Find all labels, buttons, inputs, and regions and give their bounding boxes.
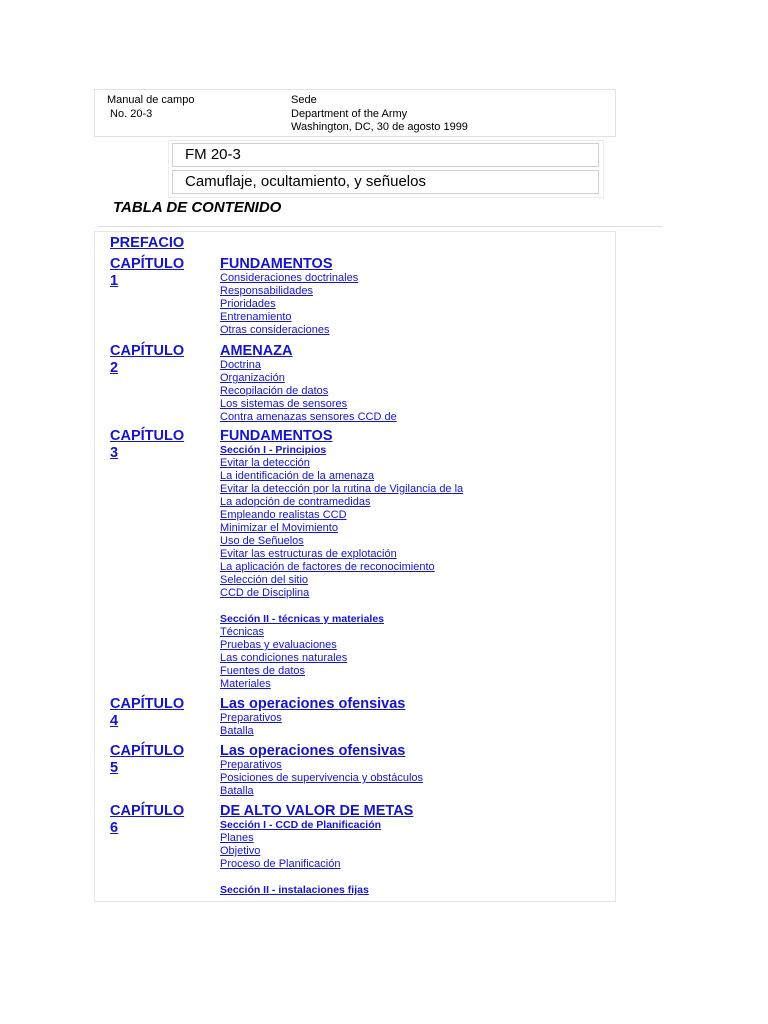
toc-item-link[interactable]: Evitar la detección por la rutina de Vigilancia de la — [220, 483, 464, 495]
chapter-title-link[interactable]: Las operaciones ofensivas — [220, 743, 406, 759]
toc-item-link[interactable]: Recopilación de datos — [220, 385, 329, 397]
section-heading-link[interactable]: Sección I - Principios — [220, 444, 327, 456]
toc-item-link[interactable]: Fuentes de datos — [220, 665, 306, 677]
toc-item-link[interactable]: CCD de Disciplina — [220, 587, 310, 599]
chapter-label-5 — [110, 743, 200, 777]
toc-item-link[interactable]: Empleando realistas CCD — [220, 509, 347, 521]
toc-item-link[interactable]: Responsabilidades — [220, 285, 313, 297]
issuer-line: Sede — [291, 94, 317, 106]
toc-item-link[interactable]: Uso de Señuelos — [220, 535, 304, 547]
toc-item-link[interactable]: Pruebas y evaluaciones — [220, 639, 337, 651]
chapter-link[interactable]: CAPÍTULO — [110, 743, 185, 759]
toc-item-link[interactable]: Contra amenazas sensores CCD de — [220, 411, 397, 423]
toc-prefacio — [110, 235, 200, 252]
chapter-item-list — [220, 272, 610, 337]
chapter-label-1 — [110, 256, 200, 290]
chapter-label-2 — [110, 343, 200, 377]
chapter-number-link[interactable]: 5 — [110, 760, 119, 776]
toc-item-link[interactable]: Preparativos — [220, 712, 282, 724]
toc-item-link[interactable]: Proceso de Planificación — [220, 858, 341, 870]
chapter-section-5 — [220, 743, 610, 798]
divider — [98, 226, 662, 227]
toc-item-link[interactable]: Entrenamiento — [220, 311, 292, 323]
chapter-item-list — [220, 359, 610, 424]
toc-item-link[interactable]: Batalla — [220, 785, 254, 797]
chapter-item-list — [220, 444, 610, 691]
chapter-link[interactable]: CAPÍTULO — [110, 803, 185, 819]
chapter-link[interactable]: CAPÍTULO — [110, 428, 185, 444]
chapter-link[interactable]: CAPÍTULO — [110, 696, 185, 712]
issuer-line: Department of the Army — [291, 107, 408, 120]
chapter-label-3 — [110, 428, 200, 462]
toc-item-link[interactable]: La identificación de la amenaza — [220, 470, 375, 482]
chapter-link[interactable]: CAPÍTULO — [110, 343, 185, 359]
chapter-item-list — [220, 712, 610, 738]
section-heading-link[interactable]: Sección I - CCD de Planificación — [220, 819, 382, 831]
toc-heading: TABLA DE CONTENIDO — [113, 199, 282, 216]
chapter-number-link[interactable]: 3 — [110, 445, 119, 461]
toc-item-link[interactable]: Objetivo — [220, 845, 261, 857]
prefacio-link[interactable]: PREFACIO — [110, 235, 185, 251]
chapter-number-link[interactable]: 2 — [110, 360, 119, 376]
toc-item-link[interactable]: Los sistemas de sensores — [220, 398, 348, 410]
chapter-section-4 — [220, 696, 610, 738]
toc-item-link[interactable]: Otras consideraciones — [220, 324, 330, 336]
issuer-info — [291, 94, 468, 135]
toc-item-link[interactable]: Técnicas — [220, 626, 265, 638]
issuer-date: Washington, DC, 30 de agosto 1999 — [291, 121, 468, 133]
chapter-link[interactable]: CAPÍTULO — [110, 256, 185, 272]
section-heading-link[interactable]: Sección II - instalaciones fijas — [220, 884, 369, 896]
toc-item-link[interactable]: La adopción de contramedidas — [220, 496, 371, 508]
toc-item-link[interactable]: Preparativos — [220, 759, 282, 771]
manual-info — [107, 94, 194, 121]
toc-item-link[interactable]: Doctrina — [220, 359, 261, 371]
page-title: Camuflaje, ocultamiento, y señuelos — [172, 170, 599, 194]
toc-item-link[interactable]: Prioridades — [220, 298, 276, 310]
chapter-title-link[interactable]: FUNDAMENTOS — [220, 256, 333, 272]
toc-item-link[interactable]: La aplicación de factores de reconocimiento — [220, 561, 435, 573]
spacer — [220, 871, 610, 884]
document-header — [94, 89, 616, 137]
manual-label: Manual de campo — [107, 94, 195, 106]
section-heading-link[interactable]: Sección II - técnicas y materiales — [220, 613, 385, 625]
toc-item-link[interactable]: Materiales — [220, 678, 271, 690]
chapter-section-1 — [220, 256, 610, 337]
chapter-title-link[interactable]: FUNDAMENTOS — [220, 428, 333, 444]
chapter-number-link[interactable]: 6 — [110, 820, 119, 836]
chapter-section-6 — [220, 803, 610, 897]
toc-item-link[interactable]: Consideraciones doctrinales — [220, 272, 359, 284]
manual-number: No. 20-3 — [107, 107, 153, 120]
chapter-item-list — [220, 819, 610, 897]
toc-item-link[interactable]: Evitar las estructuras de explotación — [220, 548, 397, 560]
toc-item-link[interactable]: Selección del sitio — [220, 574, 309, 586]
chapter-number-link[interactable]: 4 — [110, 713, 119, 729]
chapter-title-link[interactable]: AMENAZA — [220, 343, 293, 359]
chapter-title-link[interactable]: DE ALTO VALOR DE METAS — [220, 803, 414, 819]
chapter-number-link[interactable]: 1 — [110, 273, 119, 289]
toc-item-link[interactable]: Evitar la detección — [220, 457, 310, 469]
toc-item-link[interactable]: Batalla — [220, 725, 254, 737]
chapter-section-3 — [220, 428, 610, 691]
chapter-item-list — [220, 759, 610, 798]
chapter-section-2 — [220, 343, 610, 424]
toc-item-link[interactable]: Planes — [220, 832, 254, 844]
manual-code-title: FM 20-3 — [172, 143, 599, 167]
chapter-label-4 — [110, 696, 200, 730]
toc-item-link[interactable]: Minimizar el Movimiento — [220, 522, 338, 534]
chapter-label-6 — [110, 803, 200, 837]
toc-item-link[interactable]: Organización — [220, 372, 285, 384]
spacer — [220, 600, 610, 613]
toc-item-link[interactable]: Las condiciones naturales — [220, 652, 348, 664]
chapter-title-link[interactable]: Las operaciones ofensivas — [220, 696, 406, 712]
toc-item-link[interactable]: Posiciones de supervivencia y obstáculos — [220, 772, 424, 784]
